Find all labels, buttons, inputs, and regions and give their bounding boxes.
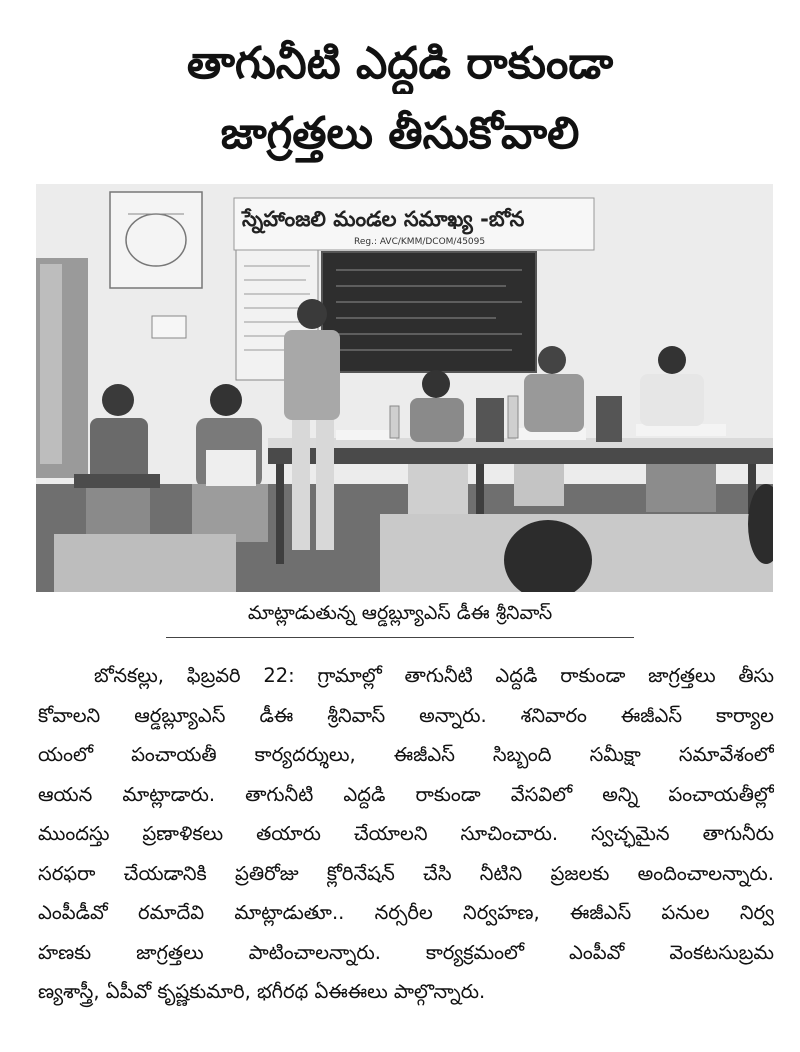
- article-body: [38, 656, 774, 1012]
- body-line: సరఫరా చేయడానికి ప్రతిరోజు క్లోరినేషన్ చేసి నీటిని ప్రజలకు అందించాలన్నారు.: [38, 861, 774, 885]
- photo-banner-text: స్నేహాంజలి మండల సమాఖ్య -బోన: [242, 207, 525, 231]
- photo-banner-subtext: Reg.: AVC/KMM/DCOM/45095: [354, 237, 486, 247]
- body-line: ణ్యశాస్త్రీ, ఏపీవో కృష్ణకుమారి, భగీరథ ఏఈఈలు పాల్గొన్నారు.: [38, 980, 486, 1003]
- body-line: యంలో పంచాయతీ కార్యదర్శులు, ఈజీఎస్ సిబ్బంది సమీక్షా సమావేశంలో: [38, 743, 774, 766]
- body-line: బోనకల్లు, ఫిబ్రవరి 22: గ్రామాల్లో తాగునీటి ఎద్దడి రాకుండా జాగ్రత్తలు తీసు: [94, 664, 774, 687]
- headline-line-1: తాగునీటి ఎద్దడి రాకుండా: [186, 38, 614, 89]
- caption-divider: [166, 637, 634, 638]
- photo-caption: మాట్లాడుతున్న ఆర్డబ్ల్యూఎస్ డీఈ శ్రీనివాస్: [247, 602, 553, 624]
- body-line: హణకు జాగ్రత్తలు పాటించాలన్నారు. కార్యక్రమంలో ఎంపీవో వెంకటసుబ్రమ: [38, 940, 774, 964]
- body-line: కోవాలని ఆర్డబ్ల్యూఎస్ డీఈ శ్రీనివాస్ అన్నారు. శనివారం ఈజీఎస్ కార్యాల: [38, 703, 774, 727]
- body-line: ముందస్తు ప్రణాళికలు తయారు చేయాలని సూచించారు. స్వచ్ఛమైన తాగునీరు: [38, 822, 774, 845]
- headline-line-2: జాగ్రత్తలు తీసుకోవాలి: [220, 108, 580, 159]
- body-line: ఎంపీడీవో రమాదేవి మాట్లాడుతూ.. నర్సరీల నిర్వహణ, ఈజీఎస్ పనుల నిర్వ: [38, 901, 774, 924]
- body-line: ఆయన మాట్లాడారు. తాగునీటి ఎద్దడి రాకుండా వేసవిలో అన్ని పంచాయతీల్లో: [38, 782, 774, 806]
- article-photo: [36, 184, 773, 592]
